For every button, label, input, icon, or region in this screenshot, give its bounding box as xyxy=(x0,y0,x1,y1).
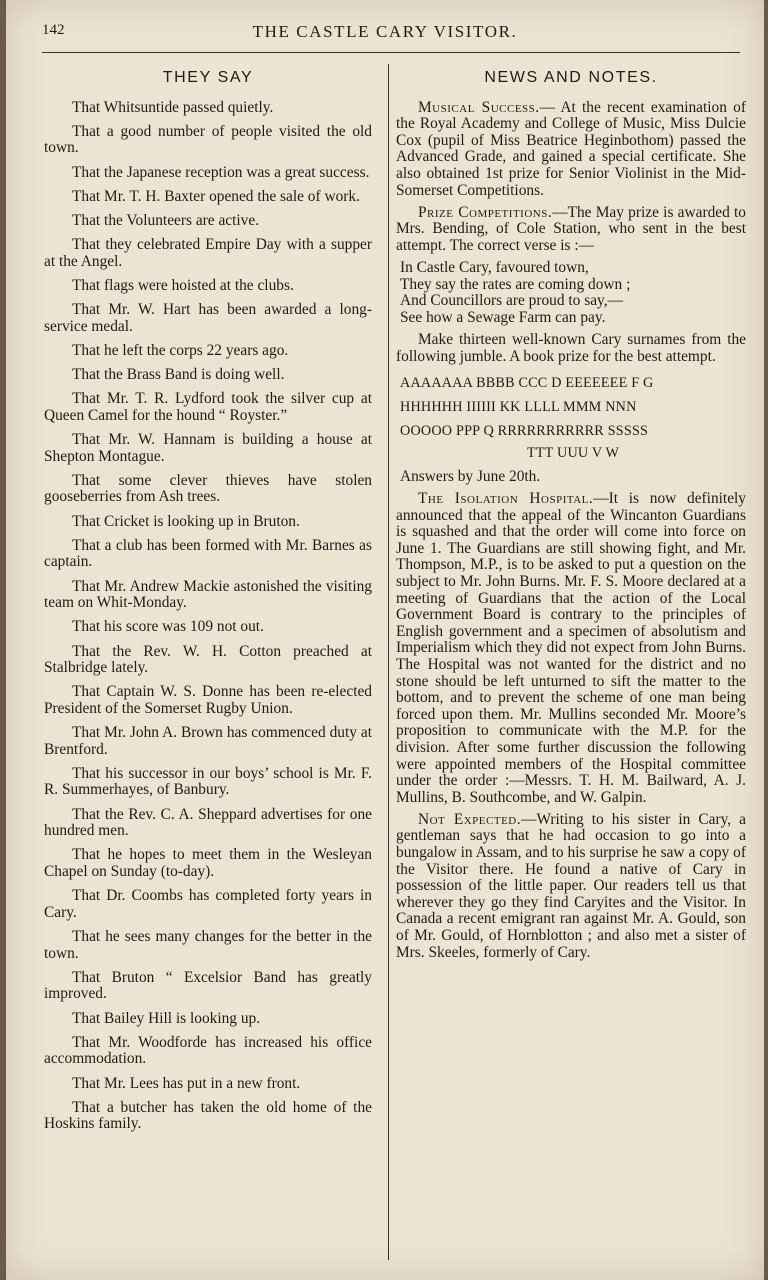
they-say-list xyxy=(44,100,372,1133)
prize-competitions-paragraph xyxy=(396,205,746,255)
they-say-item: That the Rev. W. H. Cotton preached at Stalbridge lately. xyxy=(44,642,372,677)
isolation-hospital-lead: The Isolation Hospital. xyxy=(418,490,594,508)
they-say-item: That his score was 109 not out. xyxy=(72,618,264,636)
verse-line: See how a Sewage Farm can pay. xyxy=(400,308,606,326)
jumble-line: OOOOO PPP Q RRRRRRRRRRR SSSSS xyxy=(400,423,649,439)
they-say-item: That Mr. Woodforde has increased his office accommodation. xyxy=(44,1033,372,1068)
prize-competitions-text: —The May prize is awarded to Mrs. Bending, of Cole Station, who sent in the best attempt. The correct verse is :— xyxy=(396,203,747,254)
not-expected-text: —Writing to his sister in Cary, a gentleman says that he had occasion to go into a bungalow in Assam, and to his surprise he saw a copy of the Visitor there. He found a native of Cary in possession of the little paper. Our readers tell us that wherever they go they find Caryites and the Visitor. In Canada a recent emigrant ran against Mr. A. Gould, son of Mr. Gould, of Hornblotton ; and also met a sister of Mrs. Skeeles, formerly of Cary. xyxy=(396,810,747,961)
they-say-item: That Captain W. S. Donne has been re-elected President of the Somerset Rugby Union. xyxy=(44,683,372,717)
they-say-item: That a club has been formed with Mr. Barnes as captain. xyxy=(44,536,372,571)
they-say-item: That Mr. Andrew Mackie astonished the visiting team on Whit-Monday. xyxy=(44,577,372,612)
they-say-item: That the Volunteers are active. xyxy=(72,211,260,229)
jumble-line: AAAAAAA BBBB CCC D EEEEEEE F G xyxy=(400,375,654,391)
isolation-hospital-text: —It is now definitely announced that the appeal of the Wincanton Guardians is squashed and that the order will come into force on June 1. The Guardians are still showing fight, and Mr. Thompson, M.P., is to be asked to put a question on the subject to Mr. John Burns. Mr. F. S. Moore declared at a meeting of Guardians that the action of the Local Government Board is contrary to the principles of English government and a specimen of absolutism and Imperialism which they did not expect from John Burns. The Hospital was not wanted for the district and no stone should be left unturned to sift the matter to the bottom, and to prevent the scheme of one man being forced upon them. Mr. Mullins seconded Mr. Moore’s proposition to communicate with the M.P. for the division. After some further discussion the following were appointed members of the Hospital committee under the order :—Messrs. T. H. M. Bailward, A. J. Mullins, B. Southcombe, and W. Galpin. xyxy=(396,490,746,806)
they-say-item: That Mr. W. Hart has been awarded a long-service medal. xyxy=(44,301,372,335)
jumble-line: HHHHHH IIIIII KK LLLL MMM NNN xyxy=(400,399,637,415)
they-say-item: That he left the corps 22 years ago. xyxy=(72,341,289,359)
page-number: 142 xyxy=(42,22,65,38)
isolation-hospital-paragraph xyxy=(396,491,746,806)
musical-success-lead: Musical Success. xyxy=(418,98,540,116)
not-expected-paragraph xyxy=(396,812,746,961)
they-say-item: That a butcher has taken the old home of the Hoskins family. xyxy=(44,1098,372,1133)
jumble-line: TTT UUU V W xyxy=(526,445,620,461)
they-say-item: That Mr. T. R. Lydford took the silver cup at Queen Camel for the hound “ Royster.” xyxy=(44,390,372,424)
they-say-item: That Mr. John A. Brown has commenced duty at Brentford. xyxy=(44,724,372,758)
journal-title: THE CASTLE CARY VISITOR. xyxy=(252,22,518,41)
header-rule xyxy=(42,52,740,53)
they-say-item: That Mr. W. Hannam is building a house at Shepton Montague. xyxy=(44,431,372,465)
musical-success-text: — At the recent examination of the Royal Academy and College of Music, Miss Dulcie Cox (pupil of Miss Beatrice Heginbothom) passed the Advanced Grade, and gained a special certificate. She also obtained 1st prize for Senior Violinist in the Mid-Somerset Competitions. xyxy=(396,98,746,199)
they-say-item: That some clever thieves have stolen gooseberries from Ash trees. xyxy=(44,471,372,506)
running-head xyxy=(6,22,764,46)
they-say-item: That Cricket is looking up in Bruton. xyxy=(72,512,300,530)
prize-competitions-lead: Prize Competitions. xyxy=(418,203,553,221)
they-say-heading: THEY SAY xyxy=(162,69,254,86)
musical-success-paragraph xyxy=(396,100,746,200)
letter-jumble xyxy=(400,371,746,463)
they-say-item: That Mr. T. H. Baxter opened the sale of work. xyxy=(72,187,360,205)
they-say-item: That Dr. Coombs has completed forty years in Cary. xyxy=(44,887,372,921)
they-say-item: That Whitsuntide passed quietly. xyxy=(72,98,274,116)
column-divider xyxy=(388,64,389,1260)
they-say-item: That a good number of people visited the old town. xyxy=(44,122,372,157)
news-heading: NEWS AND NOTES. xyxy=(484,69,658,86)
they-say-item: That the Brass Band is doing well. xyxy=(72,366,285,384)
news-and-notes-column xyxy=(396,64,746,967)
they-say-item: That his successor in our boys’ school is Mr. F. R. Summerhayes, of Banbury. xyxy=(44,764,372,799)
they-say-item: That Bailey Hill is looking up. xyxy=(72,1009,261,1027)
they-say-item: That Mr. Lees has put in a new front. xyxy=(72,1074,301,1092)
they-say-item: That the Rev. C. A. Sheppard advertises for one hundred men. xyxy=(44,805,372,840)
they-say-column xyxy=(44,64,372,1141)
magazine-page xyxy=(6,0,764,1280)
they-say-item: That he hopes to meet them in the Wesleyan Chapel on Sunday (to-day). xyxy=(44,846,372,881)
they-say-item: That flags were hoisted at the clubs. xyxy=(72,276,294,294)
answers-deadline: Answers by June 20th. xyxy=(400,468,541,485)
verse-line: And Councillors are proud to say,— xyxy=(400,292,623,310)
not-expected-lead: Not Expected. xyxy=(418,810,522,828)
they-say-item: That Bruton “ Excelsior Band has greatly improved. xyxy=(44,968,372,1003)
they-say-item: That he sees many changes for the better in the town. xyxy=(44,928,372,962)
they-say-item: That the Japanese reception was a great success. xyxy=(72,163,370,181)
they-say-item: That they celebrated Empire Day with a supper at the Angel. xyxy=(44,236,372,270)
verse-line: They say the rates are coming down ; xyxy=(400,275,631,293)
jumble-intro: Make thirteen well-known Cary surnames from the following jumble. A book prize for the best attempt. xyxy=(396,331,746,365)
verse-line: In Castle Cary, favoured town, xyxy=(400,258,589,276)
prize-verse xyxy=(400,260,746,326)
